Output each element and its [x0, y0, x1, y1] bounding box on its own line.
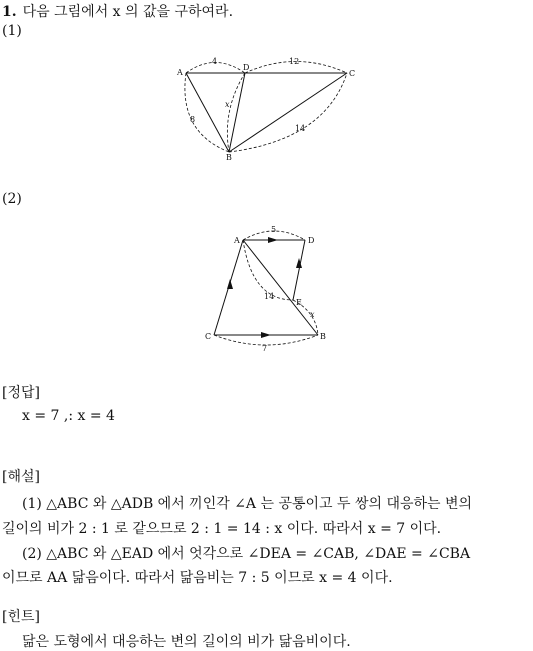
fig1-point-c: C — [349, 69, 356, 78]
fig1-length-dc: 12 — [289, 57, 300, 66]
fig2-length-eb: x — [310, 310, 315, 319]
explanation-heading: [해설] — [2, 469, 40, 485]
arrow-ad — [268, 237, 278, 243]
fig1-point-d: D — [243, 63, 250, 72]
fig1-point-a: A — [177, 68, 183, 77]
segment-cb — [229, 73, 347, 152]
explanation-line-1a: (1) △ABC 와 △ADB 에서 끼인각 ∠A 는 공통이고 두 쌍의 대응하는 변의 — [22, 496, 473, 512]
fig2-point-a: A — [234, 236, 240, 245]
part2-label: (2) — [2, 191, 22, 207]
hint-heading: [힌트] — [2, 609, 40, 625]
fig2-length-ad: 5 — [271, 225, 277, 234]
figure1 — [185, 62, 347, 153]
arrow-cb — [261, 332, 271, 338]
fig2-point-c: C — [205, 332, 212, 341]
question-text: 다음 그림에서 x 의 값을 구하여라. — [22, 4, 234, 20]
figure2 — [214, 231, 318, 345]
segment-db — [229, 73, 245, 152]
fig2-point-e: E — [296, 298, 302, 307]
fig1-length-ab: 8 — [190, 115, 196, 124]
fig1-length-bc: 14 — [295, 124, 306, 133]
arrow-ca — [227, 279, 233, 289]
explanation-line-2a: (2) △ABC 와 △EAD 에서 엇각으로 ∠DEA = ∠CAB, ∠DAE = ∠CBA — [22, 546, 471, 562]
part1-label: (1) — [2, 23, 22, 39]
answer-heading: [정답] — [2, 385, 40, 401]
segment-ab — [186, 73, 229, 152]
fig2-point-b: B — [320, 332, 326, 341]
fig1-length-ad: 4 — [212, 57, 218, 66]
segment-de — [293, 240, 305, 300]
question-number: 1. — [2, 4, 17, 20]
answer-text: x = 7 ,: x = 4 — [22, 408, 115, 424]
fig1-length-db: x — [225, 100, 230, 109]
explanation-line-2b: 이므로 AA 닮음이다. 따라서 닮음비는 7 : 5 이므로 x = 4 이다. — [2, 570, 393, 586]
fig2-point-d: D — [308, 236, 315, 245]
fig2-length-cb: 7 — [262, 344, 268, 353]
explanation-line-1b: 길이의 비가 2 : 1 로 같으므로 2 : 1 = 14 : x 이다. 따라서 x = 7 이다. — [2, 521, 442, 537]
hint-text: 닮은 도형에서 대응하는 변의 길이의 비가 닮음비이다. — [22, 634, 351, 650]
fig2-length-ae: 14 — [264, 292, 275, 301]
fig1-point-b: B — [226, 153, 232, 162]
segment-ab — [243, 240, 318, 335]
